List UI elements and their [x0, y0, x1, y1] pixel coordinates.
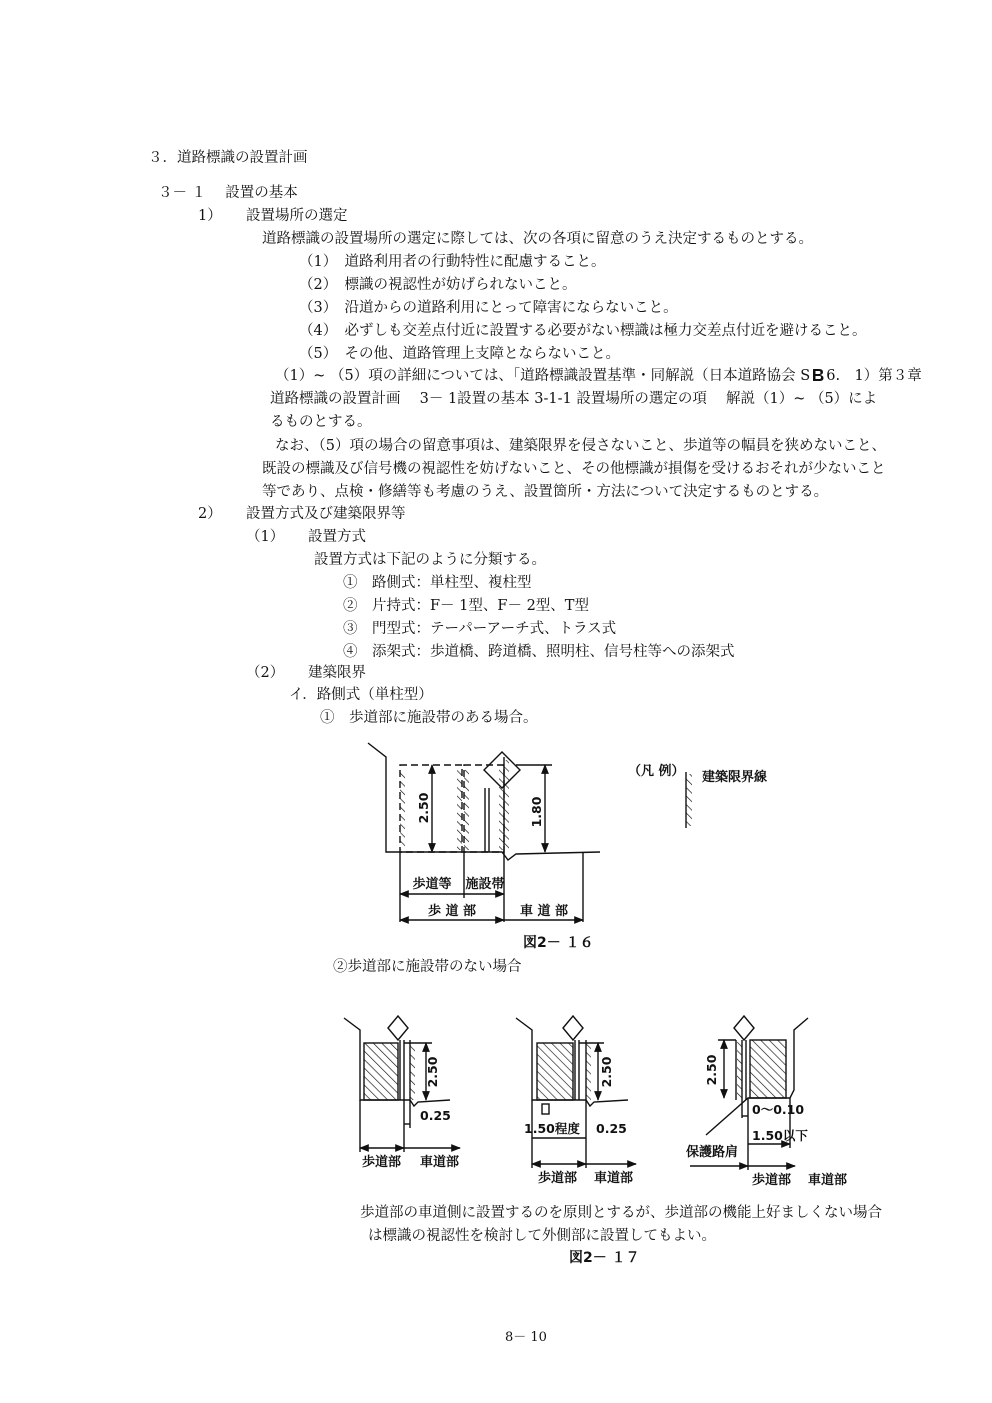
item2-title: 設置方式及び建築限界等 — [246, 506, 406, 522]
fig17-note-line1: 歩道部の車道側に設置するのを原則とするが、歩道部の機能上好ましくない場合 — [360, 1205, 882, 1221]
case2-heading: ②歩道部に施設帯のない場合 — [333, 959, 522, 975]
fig16-label-sidewalk: 歩道等 — [412, 877, 452, 892]
item1-reference-line2: 道路標識の設置計画 3－ 1設置の基本 3-1-1 設置場所の選定の項 解説（1）~ （5）によ — [270, 391, 878, 407]
section-title: ３．道路標識の設置計画 — [148, 150, 308, 166]
figure-2-17-a — [344, 1016, 460, 1152]
item1-intro: 道路標識の設置場所の選定に際しては、次の各項に留意のうえ決定するものとする。 — [262, 231, 813, 247]
fig17c-label-sidewalk: 歩道部 — [752, 1173, 792, 1188]
method-4: ④ 添架式：歩道橋、跨道橋、照明柱、信号柱等への添架式 — [343, 644, 735, 660]
fig17a-dim-250: 2.50 — [425, 1056, 440, 1088]
item2-sub2-number: （2） — [246, 665, 285, 681]
fig16-label-sidewalk-part: 歩 道 部 — [427, 904, 477, 919]
item1-list-1: （1） 道路利用者の行動特性に配慮すること。 — [299, 254, 606, 270]
fig17b-dim-250: 2.50 — [599, 1056, 614, 1088]
fig17c-label-shoulder: 保護路肩 — [686, 1145, 739, 1160]
item1-note-line3: 等であり、点検・修繕等も考慮のうえ、設置箇所・方法について決定するものとする。 — [262, 484, 829, 500]
fig16-dim-250: 2.50 — [416, 792, 431, 824]
fig16-legend-title: （凡 例） — [628, 764, 685, 779]
item1-title: 設置場所の選定 — [246, 208, 348, 224]
reference-text-b: 6. 1）第３章 — [826, 368, 922, 384]
method-1: ① 路側式：単柱型、複柱型 — [343, 575, 532, 591]
case1-heading: ① 歩道部に施設帯のある場合。 — [320, 710, 538, 726]
item1-list-3: （3） 沿道からの道路利用にとって障害にならないこと。 — [299, 300, 678, 316]
item1-list-4: （4） 必ずしも交差点付近に設置する必要がない標識は極力交差点付近を避けること。 — [299, 323, 867, 339]
fig16-label-roadway-part: 車 道 部 — [519, 904, 569, 919]
method-3: ③ 門型式：テーパーアーチ式、トラス式 — [343, 621, 617, 637]
fig17a-label-roadway: 車道部 — [420, 1155, 460, 1170]
fig16-caption: 図2－ １６ — [523, 935, 594, 951]
fig17a-dim-025: 0.25 — [420, 1108, 451, 1123]
item1-list-5: （5） その他、道路管理上支障とならないこと。 — [299, 346, 620, 362]
method-2: ② 片持式：F－ 1型、F－ 2型、T型 — [343, 598, 589, 614]
item1-note-line2: 既設の標識及び信号機の視認性を妨げないこと、その他標識が損傷を受けるおそれが少ないこと — [262, 461, 886, 477]
fig16-facility-envelope — [464, 765, 504, 852]
fig17c-dim-150: 1.50以下 — [752, 1128, 808, 1143]
fig17c-sign-icon — [734, 1016, 754, 1040]
fig16-dim-180: 1.80 — [529, 796, 544, 828]
reference-text-a: （1）~ （5）項の詳細については、「道路標識設置基準・同解説（日本道路協会 S — [275, 368, 811, 384]
fig16-legend-label: 建築限界線 — [702, 770, 768, 785]
fig17b-sign-icon — [563, 1016, 583, 1040]
fig16-sidewalk-envelope — [400, 765, 462, 852]
fig16-legend-symbol — [686, 772, 692, 828]
item2-sub1-number: （1） — [246, 529, 285, 545]
fig17b-label-roadway: 車道部 — [594, 1171, 634, 1186]
fig17a-sign-icon — [388, 1016, 408, 1040]
subsection-title: ３－ １ 設置の基本 — [158, 185, 298, 201]
figure-2-16 — [368, 743, 600, 922]
fig17-caption: 図2－ １７ — [569, 1250, 640, 1266]
roadside-type-heading: イ．路側式（単柱型） — [289, 687, 433, 703]
fig17c-label-roadway: 車道部 — [808, 1173, 848, 1188]
page-number: 8－ 10 — [505, 1330, 547, 1345]
fig17a-label-sidewalk: 歩道部 — [362, 1155, 402, 1170]
item2-sub1-intro: 設置方式は下記のように分類する。 — [314, 552, 546, 568]
item1-list-2: （2） 標識の視認性が妨げられないこと。 — [299, 277, 577, 293]
figure-2-17-b — [516, 1016, 636, 1168]
item1-number: 1） — [198, 208, 222, 224]
item1-reference-line3: るものとする。 — [270, 414, 372, 430]
fig17b-dim-150: 1.50程度 — [524, 1121, 580, 1136]
fig17-note-line2: は標識の視認性を検討して外側部に設置してもよい。 — [368, 1228, 716, 1244]
item2-number: 2） — [198, 506, 222, 522]
fig16-label-facility: 施設帯 — [465, 877, 505, 892]
item2-sub2-title: 建築限界 — [308, 665, 366, 681]
fig17b-label-sidewalk: 歩道部 — [538, 1171, 578, 1186]
item2-sub1-title: 設置方式 — [308, 529, 366, 545]
item1-note-line1: なお、（5）項の場合の留意事項は、建築限界を侵さないこと、歩道等の幅員を狭めないこと、 — [275, 438, 886, 454]
fig17c-dim-010: 0～0.10 — [752, 1102, 805, 1117]
fig17b-dim-025: 0.25 — [596, 1121, 627, 1136]
fig17c-dim-250: 2.50 — [704, 1054, 719, 1086]
